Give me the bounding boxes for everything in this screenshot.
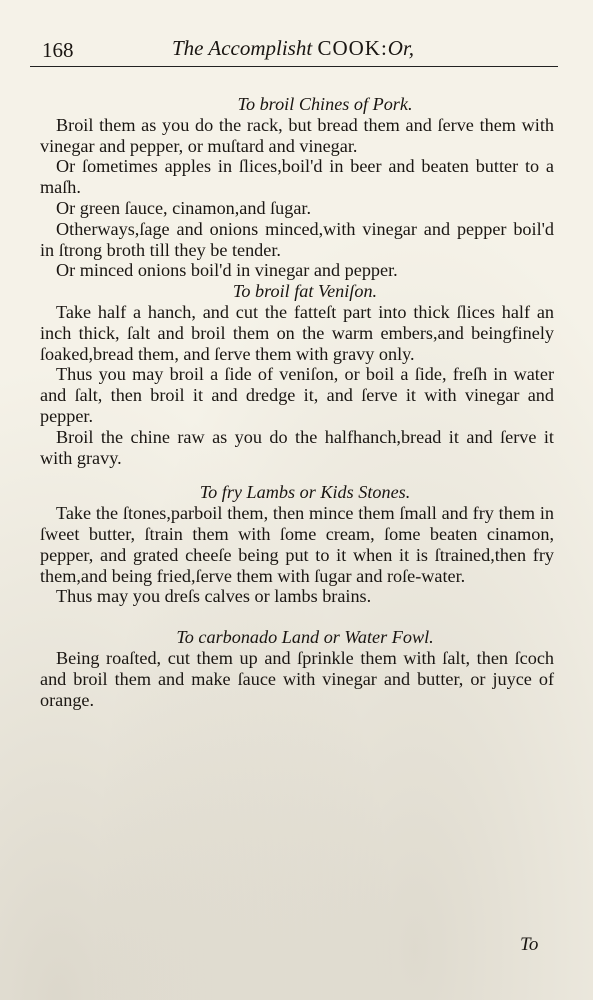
paragraph: Broil them as you do the rack, but bread them and ſerve them with vinegar and pepper, or muſtard and vinegar. [40, 114, 554, 156]
running-head-caps: COOK: [317, 36, 388, 60]
paragraph: Being roaſted, cut them up and ſprinkle them with ſalt, then ſcoch and broil them and make ſauce with vinegar and butter, or juyce of orange. [40, 647, 554, 710]
running-head-tail: Or, [387, 36, 415, 60]
recipe-heading: To fry Lambs or Kids Stones. [199, 482, 411, 503]
paragraph: Thus you may broil a ſide of veniſon, or boil a ſide, freſh in water and ſalt, then broil it and dredge it, and ſerve it with vinegar and pepper. [40, 364, 554, 426]
page-number: 168 [42, 38, 74, 62]
running-head-title: The Accomplisht [172, 36, 313, 60]
paragraph: Or minced onions boil'd in vinegar and pepper. [56, 260, 398, 281]
recipe-heading: To broil fat Veniſon. [232, 281, 378, 302]
page-header [30, 28, 558, 68]
running-head [172, 36, 414, 61]
recipe-heading: To broil Chines of Pork. [237, 94, 413, 114]
paragraph: Broil the chine raw as you do the halfhanch,bread it and ſerve it with gravy. [40, 426, 554, 468]
paragraph: Or green ſauce, cinamon,and ſugar. [56, 197, 312, 218]
recipe-heading: To carbonado Land or Water Fowl. [176, 627, 434, 648]
header-rule [30, 66, 558, 67]
catchword: To [520, 934, 539, 955]
recipe-text [40, 94, 554, 710]
paragraph: Take half a hanch, and cut the fatteſt part into thick ſlices half an inch thick, ſalt and broil them on the warm embers,and beingfinely ſoaked,bread them, and ſerve them with gravy only. [40, 301, 554, 364]
paragraph: Otherways,ſage and onions minced,with vinegar and pepper boil'd in ſtrong broth till they be tender. [40, 218, 554, 260]
paragraph: Thus may you dreſs calves or lambs brains. [56, 586, 372, 607]
paragraph: Take the ſtones,parboil them, then mince them ſmall and fry them in ſweet butter, ſtrain them with ſome cream, ſome beaten cinamon, pepper, and grated cheeſe being put to it when it is ſtrained,then fry them,and being fried,ſerve them with ſugar and roſe-water. [40, 503, 554, 586]
paragraph: Or ſometimes apples in ſlices,boil'd in beer and beaten butter to a maſh. [40, 156, 554, 198]
